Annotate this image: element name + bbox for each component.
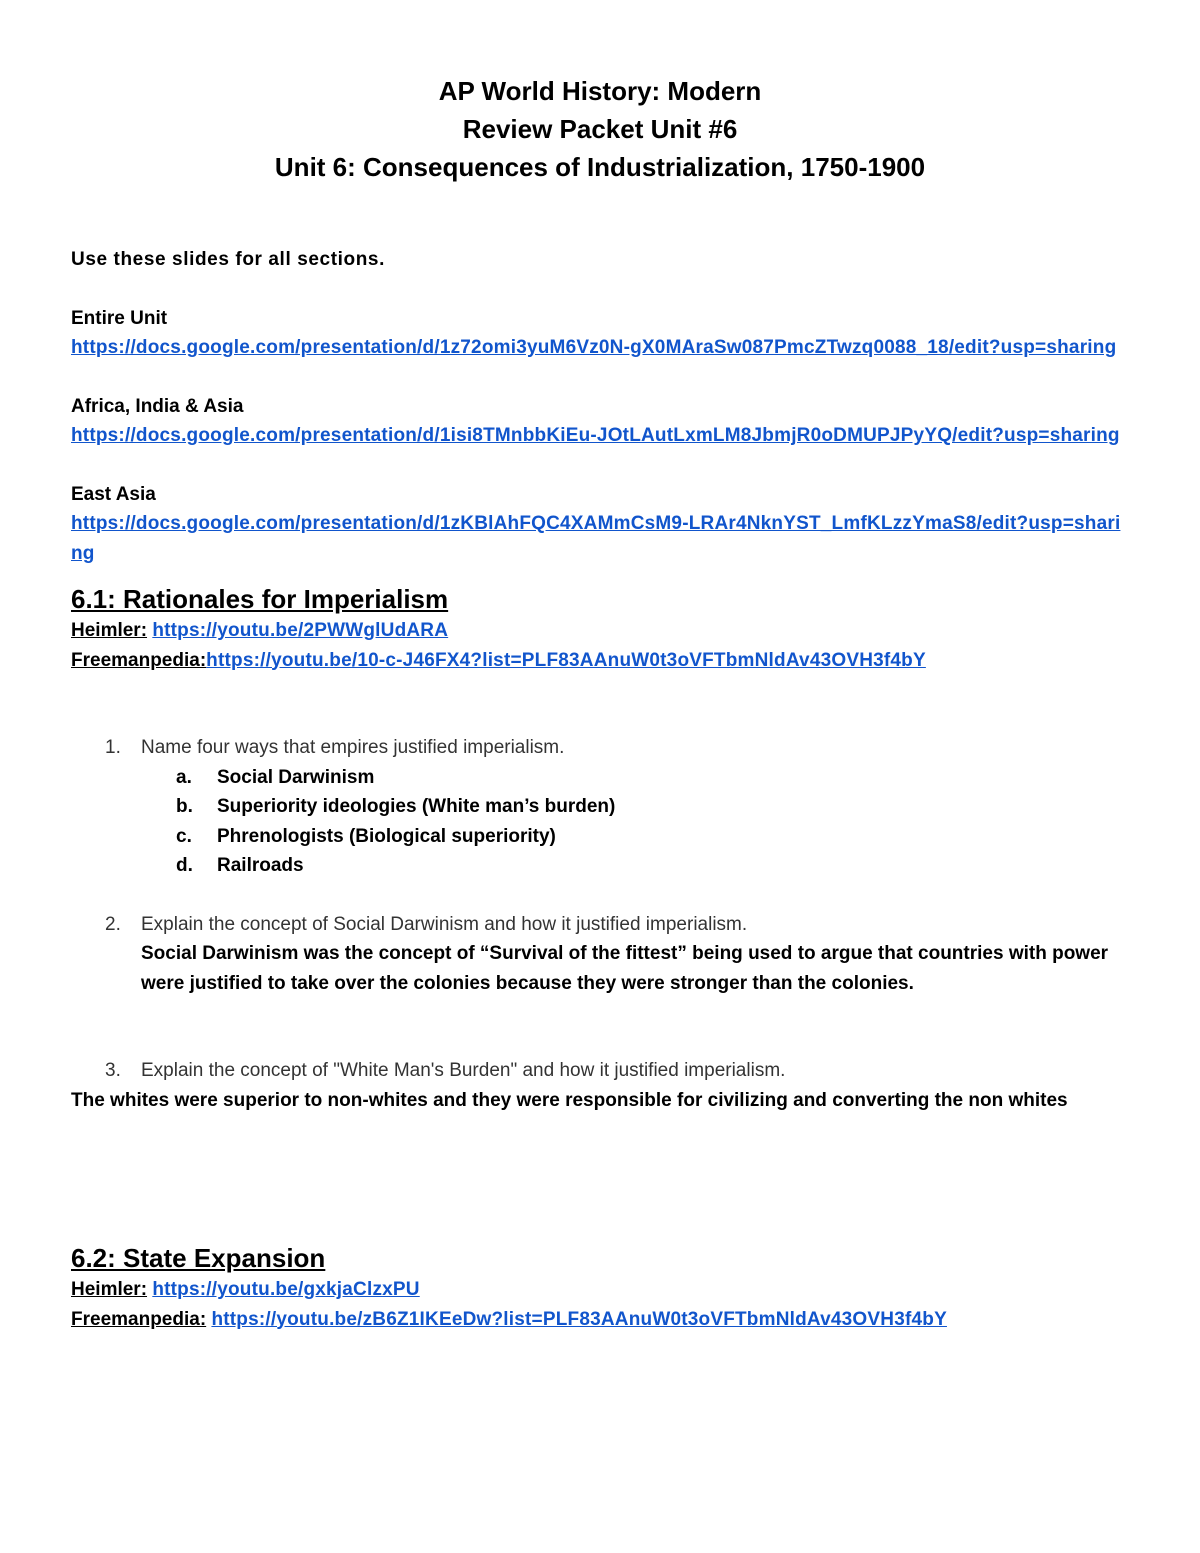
question-2-answer: Social Darwinism was the concept of “Survival of the fittest” being used to argue that countries with power were justified to take over the colonies because they were stronger than the colonies. [141, 943, 1109, 994]
slides-label: East Asia [71, 483, 156, 505]
question-text: Explain the concept of Social Darwinism and how it justified imperialism. [141, 913, 748, 935]
heimler-label: Heimler: [71, 1279, 148, 1300]
question-3 [71, 1056, 1131, 1086]
answer-letter: c. [176, 825, 192, 847]
freemanpedia-video-link[interactable]: https://youtu.be/10-c-J46FX4?list=PLF83AAnuW0t3oVFTbmNldAv43OVH3f4bY [206, 649, 926, 671]
answer-item [71, 851, 1131, 881]
answer-text: Superiority ideologies (White man’s burden) [217, 796, 616, 817]
heimler-video-line [71, 616, 1131, 646]
heimler-video-line [71, 1275, 1131, 1305]
question-text: Explain the concept of "White Man's Burden" and how it justified imperialism. [141, 1060, 786, 1081]
document-title [0, 72, 1200, 186]
slides-label: Entire Unit [71, 307, 168, 329]
section-heading-6-1: 6.1: Rationales for Imperialism [71, 584, 449, 614]
answer-text: Phrenologists (Biological superiority) [217, 825, 556, 847]
slides-africa-india-asia [71, 392, 1131, 451]
document-body [71, 245, 1131, 1334]
freemanpedia-video-line [71, 646, 1131, 676]
slides-label: Africa, India & Asia [71, 395, 244, 417]
question-number: 1. [105, 737, 121, 758]
question-number: 3. [105, 1060, 121, 1081]
answer-letter: b. [176, 796, 193, 817]
question-3-answer: The whites were superior to non-whites and they were responsible for civilizing and converting the non whites [71, 1089, 1068, 1111]
freemanpedia-video-link[interactable]: https://youtu.be/zB6Z1IKEeDw?list=PLF83AAnuW0t3oVFTbmNldAv43OVH3f4bY [211, 1308, 947, 1330]
answer-text: Social Darwinism [217, 766, 375, 788]
answer-item [71, 822, 1131, 852]
answer-item [71, 792, 1131, 822]
answer-letter: d. [176, 855, 193, 876]
unit-title: Unit 6: Consequences of Industrialization, 1750-1900 [274, 152, 926, 182]
slides-link[interactable]: https://docs.google.com/presentation/d/1isi8TMnbbKiEu-JOtLAutLxmLM8JbmjR0oDMUPJPyYQ/edit?usp=sharing [71, 425, 1120, 446]
question-list [71, 733, 1131, 1115]
slides-entire-unit [71, 304, 1131, 363]
freemanpedia-label: Freemanpedia: [71, 649, 207, 671]
intro-text: Use these slides for all sections. [71, 249, 385, 270]
heimler-video-link[interactable]: https://youtu.be/2PWWglUdARA [152, 620, 449, 641]
heimler-label: Heimler: [71, 620, 148, 641]
course-title: AP World History: Modern [438, 76, 762, 106]
answer-text: Railroads [217, 855, 304, 876]
question-1 [71, 733, 1131, 763]
question-text: Name four ways that empires justified imperialism. [141, 737, 565, 758]
freemanpedia-video-line [71, 1305, 1131, 1335]
freemanpedia-label: Freemanpedia: [71, 1308, 207, 1330]
heimler-video-link[interactable]: https://youtu.be/gxkjaClzxPU [152, 1279, 420, 1300]
answer-item [71, 763, 1131, 793]
question-number: 2. [105, 913, 121, 935]
section-heading-6-2: 6.2: State Expansion [71, 1243, 326, 1273]
slides-link[interactable]: https://docs.google.com/presentation/d/1z72omi3yuM6Vz0N-gX0MAraSw087PmcZTwzq0088_18/edit?usp=sharing [71, 337, 1117, 358]
answer-letter: a. [176, 766, 192, 788]
slides-east-asia [71, 480, 1131, 569]
packet-title: Review Packet Unit #6 [462, 114, 738, 144]
question-2 [71, 910, 1131, 940]
slides-link[interactable]: https://docs.google.com/presentation/d/1zKBlAhFQC4XAMmCsM9-LRAr4NknYST_LmfKLzzYmaS8/edit?usp=sharing [71, 513, 1121, 564]
